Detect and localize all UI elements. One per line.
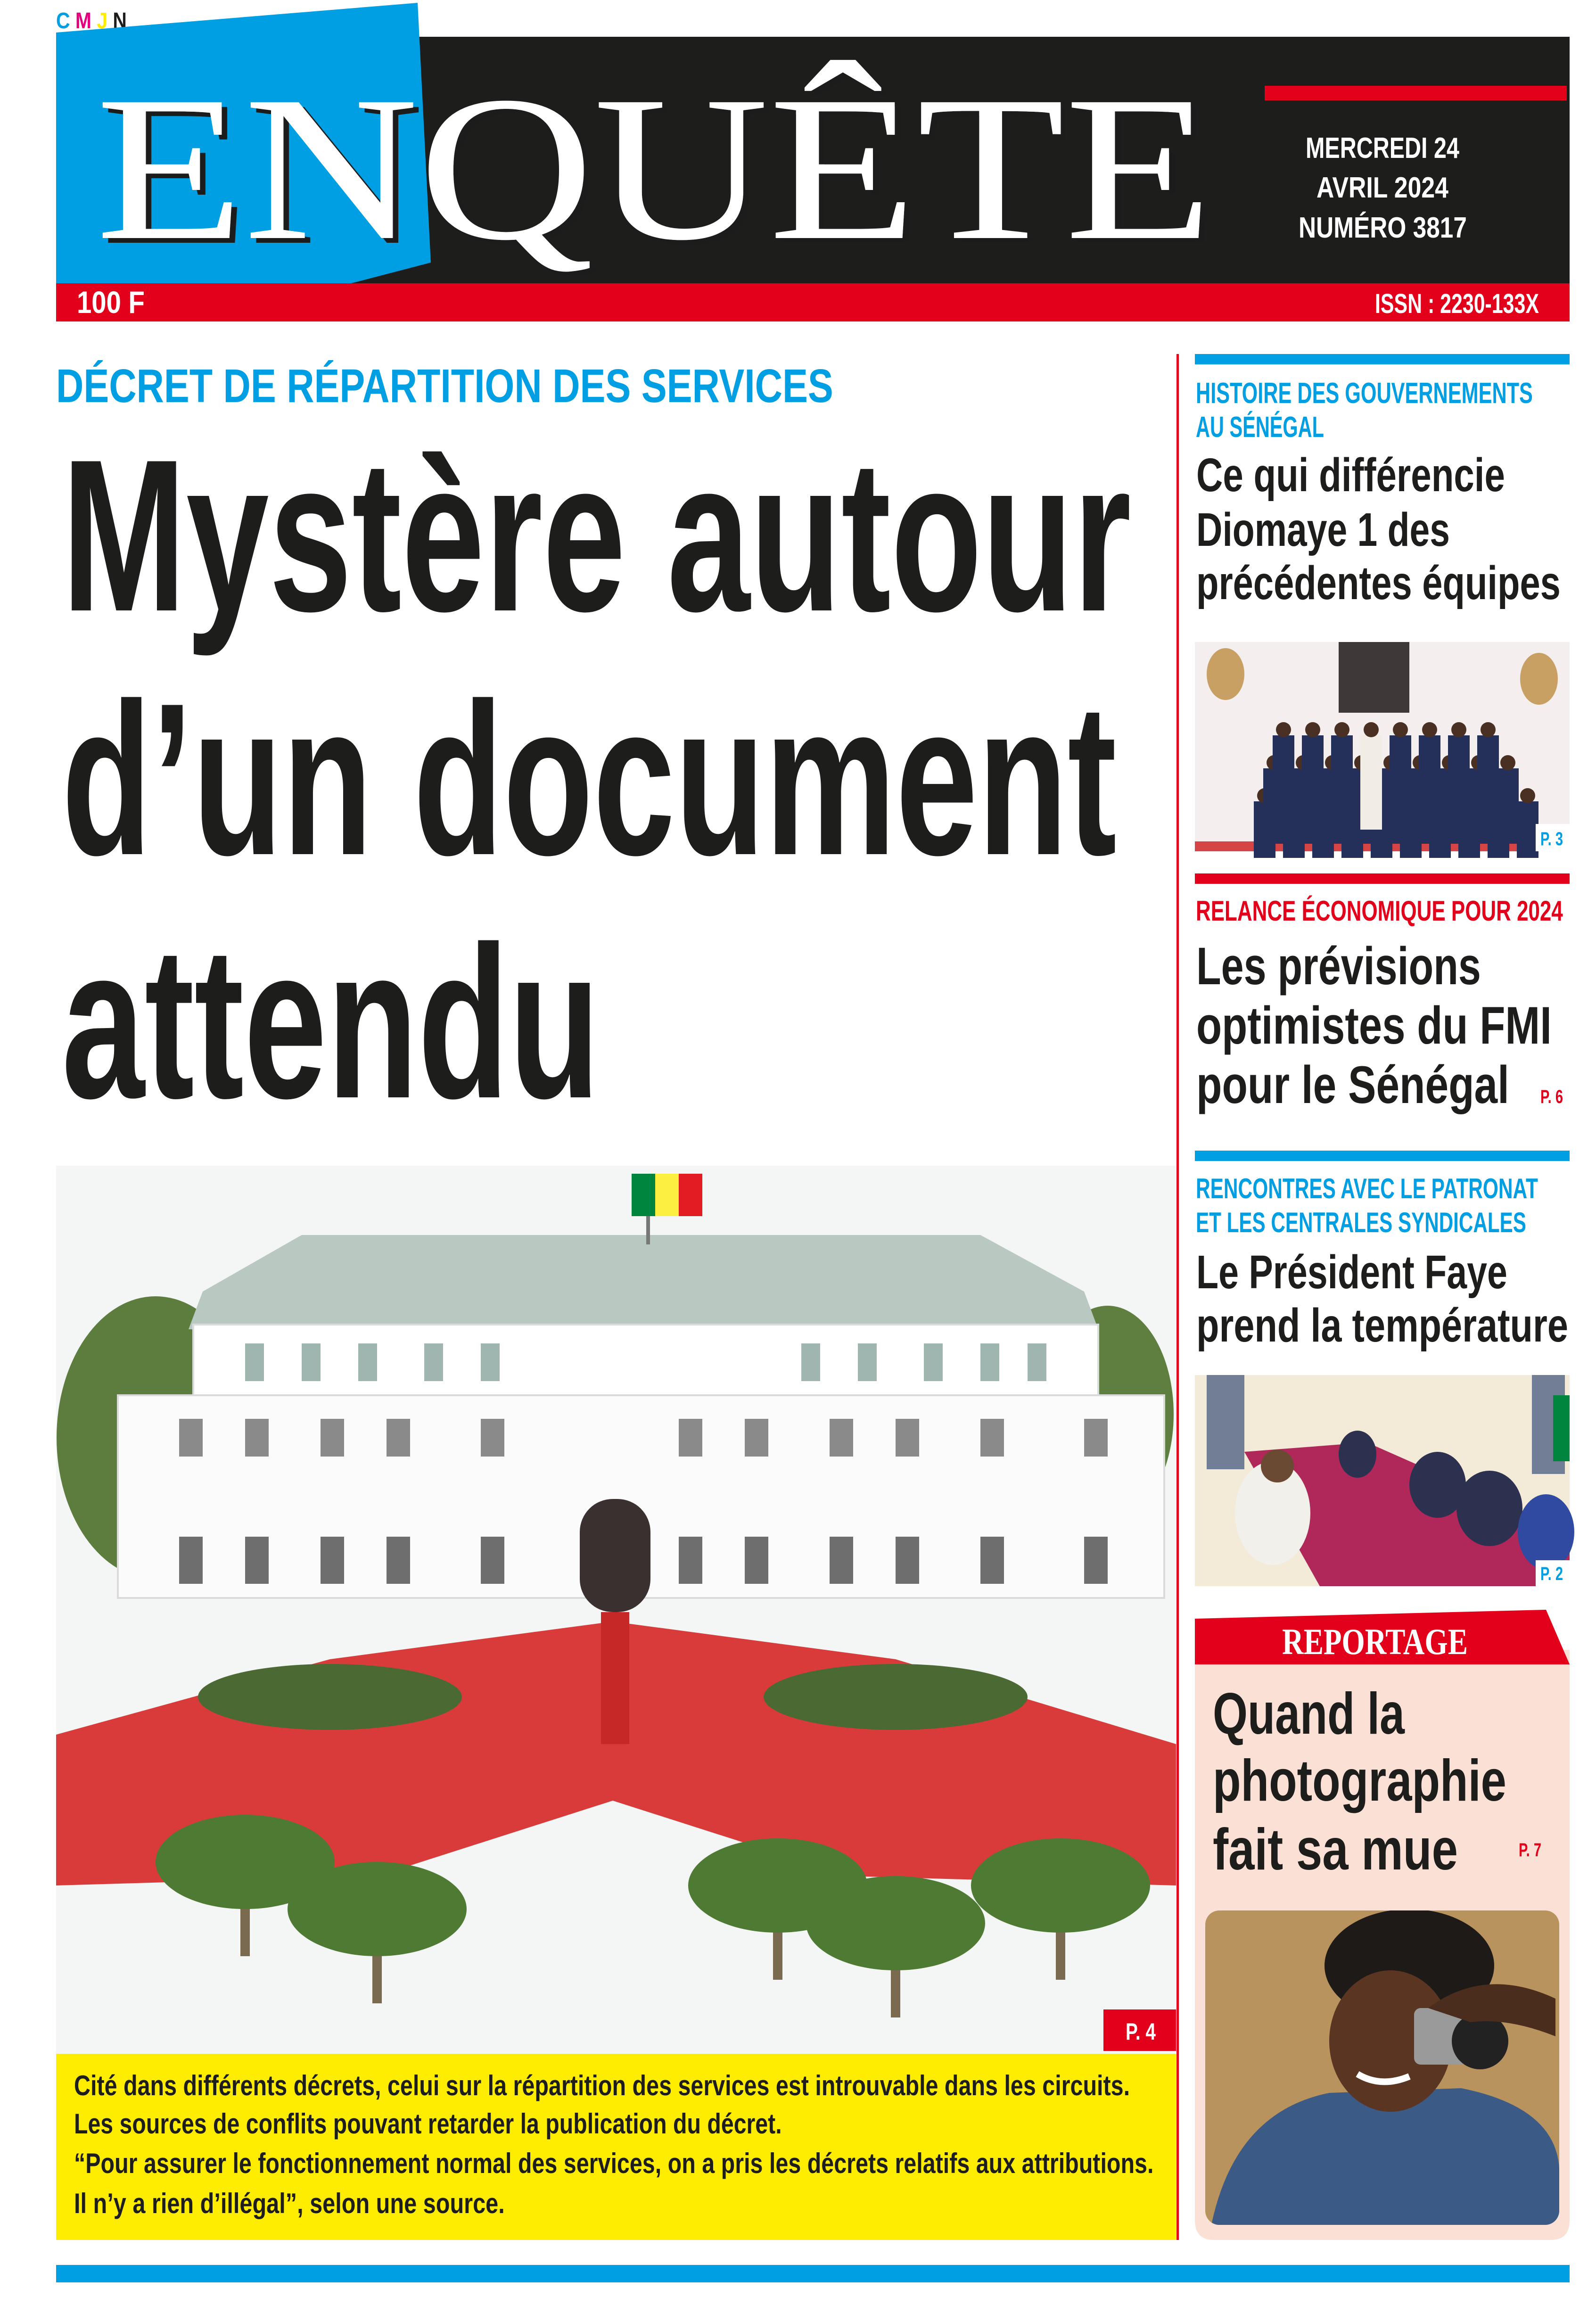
palace-window <box>830 1419 853 1457</box>
palace-window <box>481 1419 504 1457</box>
person-head <box>1393 722 1408 737</box>
palace-window <box>830 1537 853 1584</box>
issn: ISSN : 2230-133X <box>1375 288 1539 319</box>
story-title: Diomaye 1 des <box>1196 503 1450 556</box>
palace-window <box>1028 1343 1046 1381</box>
presidential-palace-photo <box>56 1166 1176 2054</box>
story-title: Le Président Faye <box>1196 1245 1507 1299</box>
palace-window <box>387 1537 410 1584</box>
sidebar-story-imf[interactable] <box>1195 873 1570 1114</box>
lead-kicker: DÉCRET DE RÉPARTITION DES SERVICES <box>56 360 833 413</box>
palace-window <box>858 1343 877 1381</box>
palace-window <box>896 1537 919 1584</box>
palace-window <box>980 1343 999 1381</box>
story-title: Les prévisions <box>1196 937 1481 996</box>
story-title: prend la température <box>1196 1299 1568 1352</box>
story-title: précédentes équipes <box>1196 556 1561 609</box>
reportage-page-ref[interactable]: P. 7 <box>1518 1839 1541 1861</box>
lead-story[interactable] <box>56 360 1176 2240</box>
story-kicker: RELANCE ÉCONOMIQUE POUR 2024 <box>1196 895 1563 927</box>
palace-window <box>321 1537 344 1584</box>
palm-fronds <box>971 1838 1150 1933</box>
story-title: Ce qui différencie <box>1196 449 1505 502</box>
palace-window <box>245 1419 269 1457</box>
masthead-red-accent-line <box>1265 86 1567 100</box>
palace-window <box>245 1537 269 1584</box>
palace-window <box>481 1537 504 1584</box>
section-bar <box>1195 354 1570 364</box>
column-divider <box>1176 354 1179 2240</box>
palace-window <box>358 1343 377 1381</box>
person-head <box>1334 722 1349 737</box>
lead-page-ref[interactable]: P. 4 <box>1126 2018 1156 2045</box>
sidebar-story-president-faye[interactable] <box>1195 1151 1574 1586</box>
person <box>1390 735 1411 830</box>
palace-window <box>679 1537 702 1584</box>
lead-summary-line: Il n’y a rien d’illégal”, selon une source. <box>74 2188 505 2220</box>
masthead <box>56 3 1570 321</box>
section-bar <box>1195 873 1570 884</box>
lead-summary-line: Cité dans différents décrets, celui sur la répartition des services est introuvable dans les circuits. <box>74 2070 1130 2102</box>
reportage-label: REPORTAGE <box>1282 1622 1468 1663</box>
person-head <box>1451 722 1466 737</box>
palace-window <box>801 1343 820 1381</box>
person <box>1477 735 1499 830</box>
lead-headline-line: Mystère autour <box>62 414 1131 657</box>
story-page-ref[interactable]: P. 2 <box>1540 1563 1563 1585</box>
person <box>1448 735 1470 830</box>
palace-window <box>896 1419 919 1457</box>
palace-window <box>745 1537 768 1584</box>
person-head <box>1422 722 1437 737</box>
mark-c: C <box>56 8 70 33</box>
palm-fronds <box>806 1876 985 1970</box>
story-title: pour le Sénégal <box>1196 1055 1509 1115</box>
palace-window <box>1084 1419 1108 1457</box>
story-page-ref[interactable]: P. 6 <box>1540 1086 1563 1108</box>
palace-window <box>387 1419 410 1457</box>
masthead-red-band <box>56 283 1570 321</box>
person-head <box>1364 722 1379 737</box>
person-head <box>1500 755 1515 770</box>
person-head <box>1481 722 1496 737</box>
person <box>1497 768 1519 844</box>
lead-summary-line: “Pour assurer le fonctionnement normal des services, on a pris les décrets relatifs aux attributions. <box>74 2148 1154 2180</box>
reportage-box[interactable] <box>1195 1610 1570 2240</box>
story-kicker: ET LES CENTRALES SYNDICALES <box>1196 1206 1526 1238</box>
story-page-ref[interactable]: P. 3 <box>1540 828 1563 850</box>
person <box>1302 735 1324 830</box>
story-title: optimistes du FMI <box>1196 996 1552 1055</box>
sidebar-story-governments[interactable] <box>1195 354 1570 858</box>
person <box>1419 735 1440 830</box>
reportage-title: fait sa mue <box>1212 1816 1458 1882</box>
price: 100 F <box>77 284 145 320</box>
mark-j: J <box>97 8 108 33</box>
person-head <box>1520 788 1535 803</box>
palace-window <box>679 1419 702 1457</box>
reportage-title: photographie <box>1212 1747 1506 1813</box>
mark-m: M <box>75 8 91 33</box>
issue-date-day: MERCREDI 24 <box>1306 132 1459 165</box>
lead-summary-line: Les sources de conflits pouvant retarder la publication du décret. <box>74 2108 782 2140</box>
story-kicker: AU SÉNÉGAL <box>1196 411 1325 444</box>
issue-number: NUMÉRO 3817 <box>1298 211 1467 245</box>
logo[interactable]: ENQUÊTE <box>96 53 1213 283</box>
palace-window <box>980 1537 1004 1584</box>
palace-window <box>1084 1537 1108 1584</box>
person-head <box>1276 722 1291 737</box>
footer-blue-bar <box>56 2265 1570 2282</box>
lead-headline-line: d’un document <box>62 658 1117 901</box>
photographer-photo <box>1205 1909 1559 2225</box>
palace-window <box>980 1419 1004 1457</box>
person-head <box>1305 722 1320 737</box>
palace-window <box>302 1343 321 1381</box>
palace-window <box>481 1343 500 1381</box>
meeting-photo <box>1195 1375 1574 1586</box>
person <box>1360 735 1382 830</box>
palace-window <box>424 1343 443 1381</box>
lead-headline-line: attendu <box>62 901 600 1144</box>
person <box>1273 735 1294 830</box>
cabinet-group-photo <box>1195 642 1570 858</box>
reportage-title: Quand la <box>1213 1681 1405 1746</box>
palace-window <box>179 1419 203 1457</box>
palace-window <box>179 1537 203 1584</box>
palace-window <box>245 1343 264 1381</box>
palm-fronds <box>288 1862 467 1956</box>
issue-date-month-year: AVRIL 2024 <box>1316 171 1448 205</box>
story-kicker: HISTOIRE DES GOUVERNEMENTS <box>1195 377 1533 410</box>
palace-window <box>321 1419 344 1457</box>
story-kicker: RENCONTRES AVEC LE PATRONAT <box>1196 1173 1538 1205</box>
person <box>1331 735 1353 830</box>
person <box>1517 801 1538 858</box>
palace-window <box>924 1343 943 1381</box>
mark-n: N <box>113 8 127 33</box>
palace-window <box>745 1419 768 1457</box>
section-bar <box>1195 1151 1570 1161</box>
